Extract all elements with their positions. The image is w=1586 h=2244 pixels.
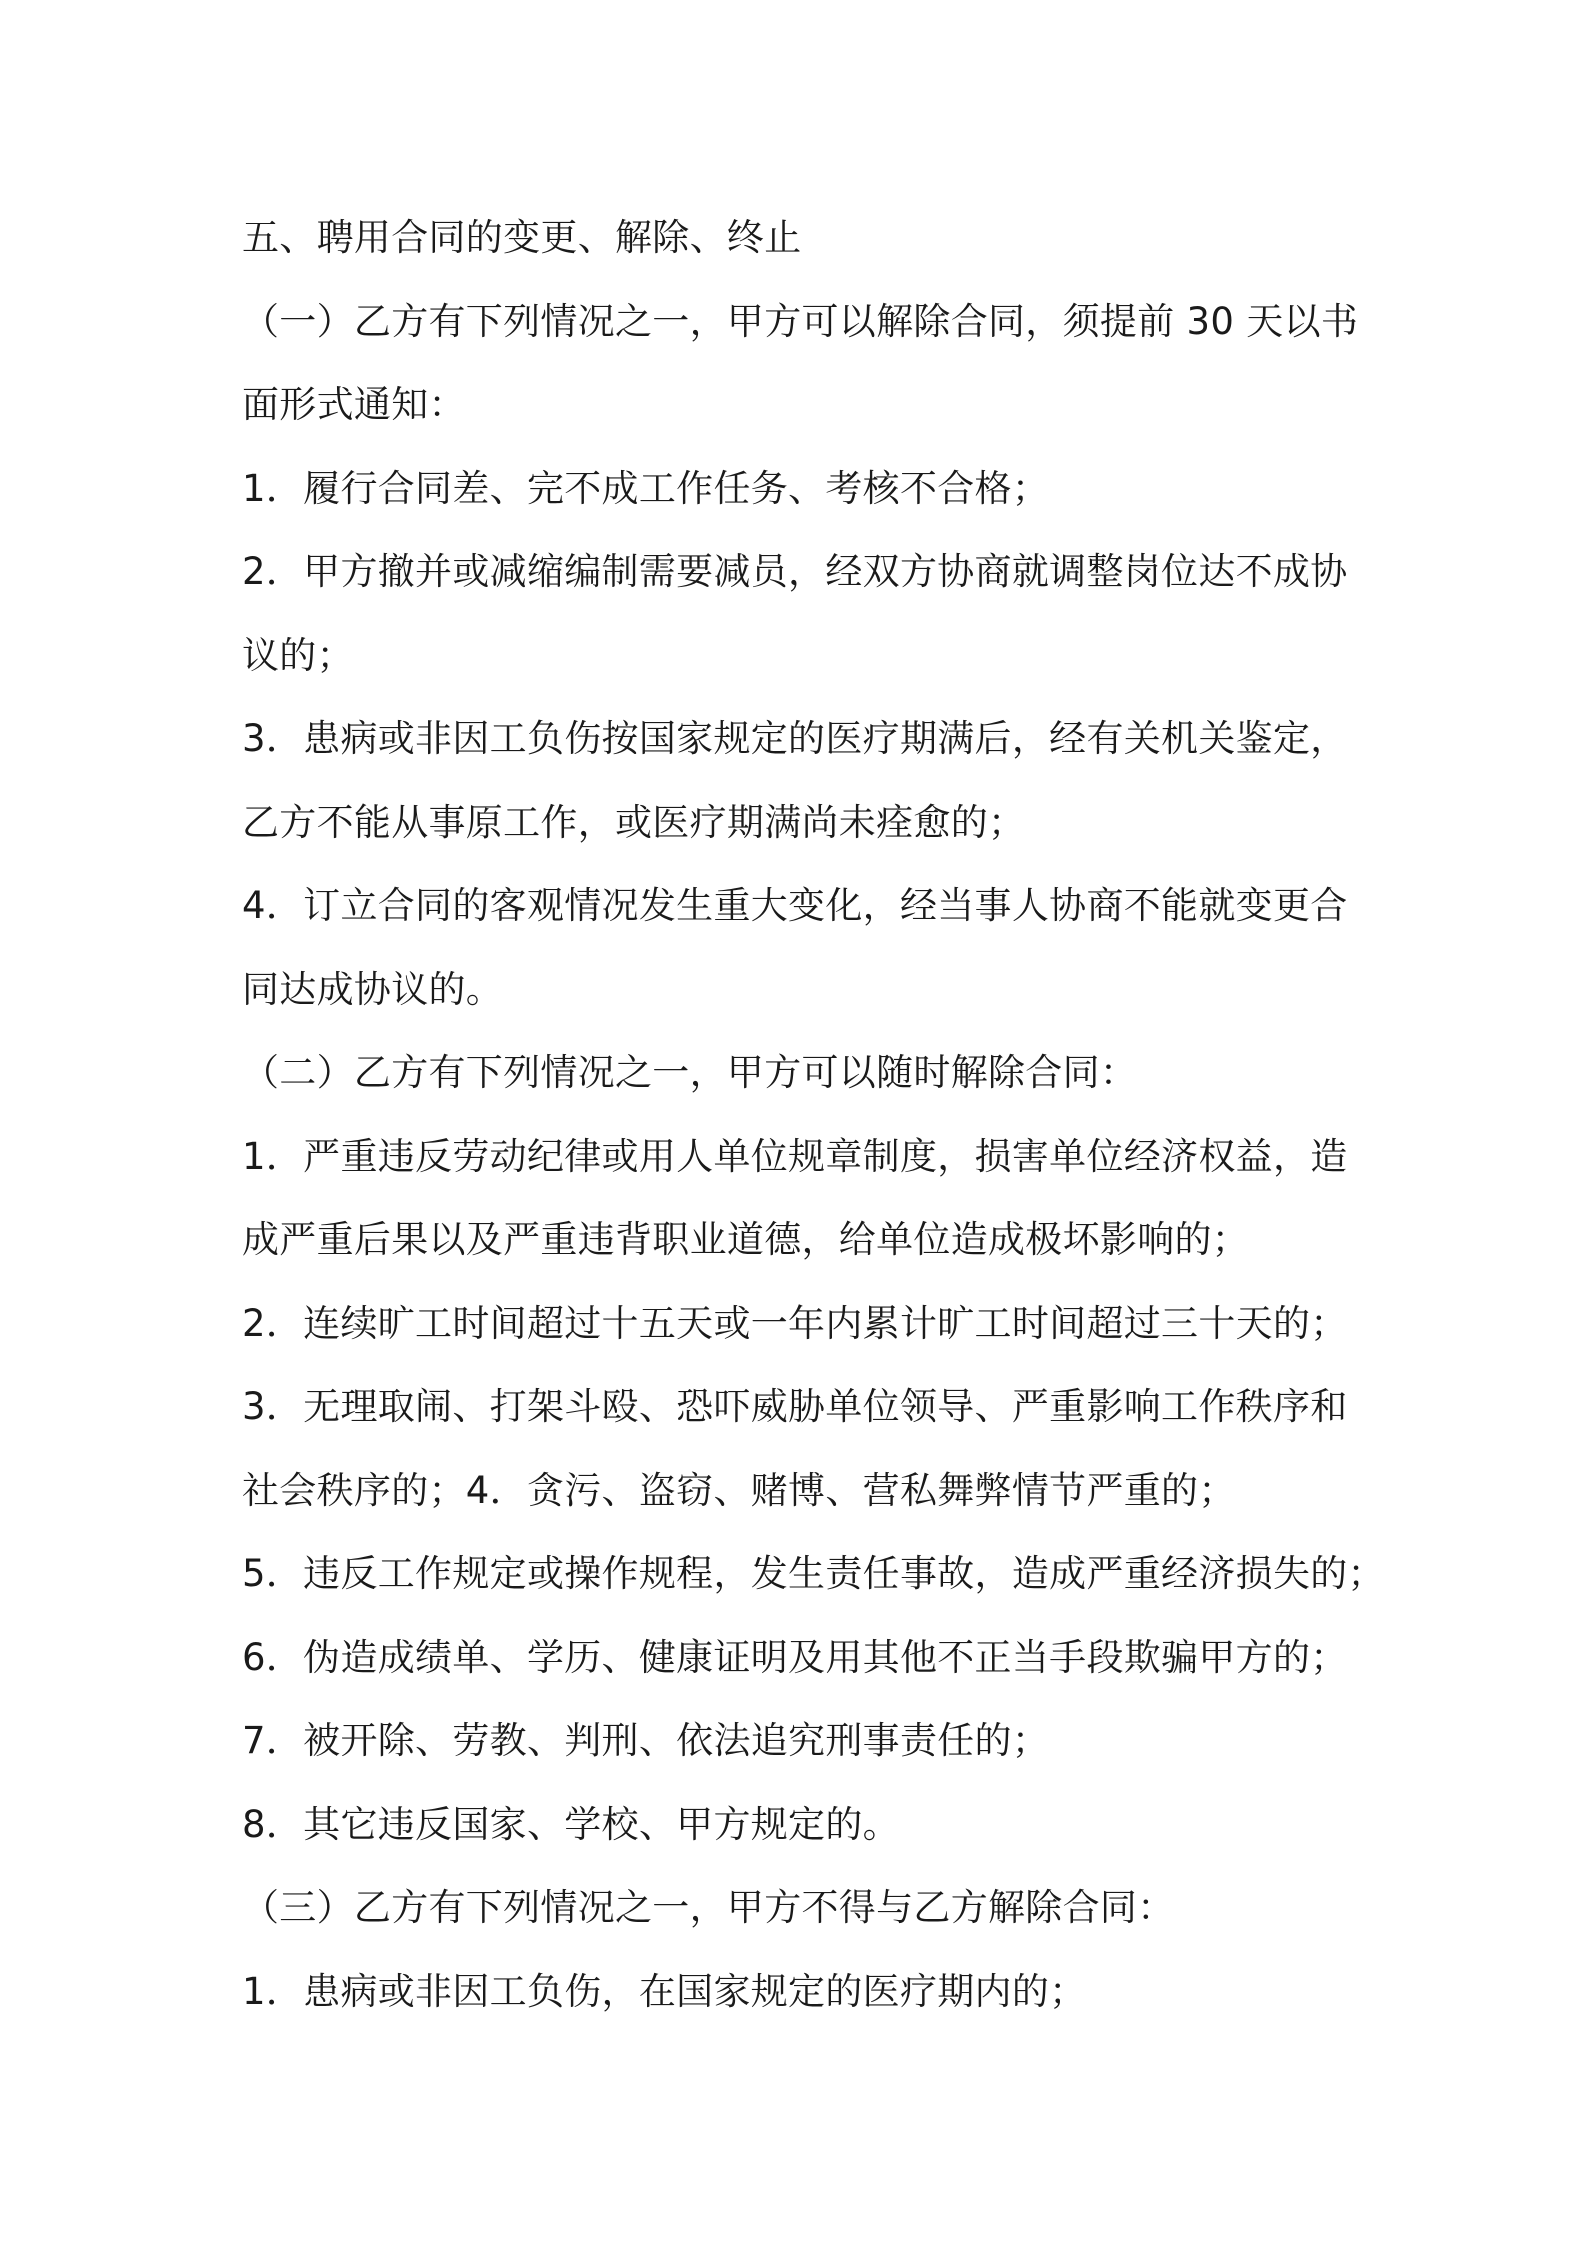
section-heading: 五、聘用合同的变更、解除、终止	[242, 216, 802, 259]
text-line: 面形式通知：	[242, 383, 466, 426]
text-line: 3．患病或非因工负伤按国家规定的医疗期满后，经有关机关鉴定，	[242, 717, 1348, 760]
text-line: 8．其它违反国家、学校、甲方规定的。	[242, 1802, 900, 1846]
text-line: 5．违反工作规定或操作规程，发生责任事故，造成严重经济损失的；	[242, 1552, 1385, 1595]
text-line: 2．连续旷工时间超过十五天或一年内累计旷工时间超过三十天的；	[242, 1301, 1348, 1345]
text-line: 成严重后果以及严重违背职业道德，给单位造成极坏影响的；	[242, 1218, 1250, 1261]
text-line: 1．患病或非因工负伤，在国家规定的医疗期内的；	[242, 1969, 1087, 2013]
text-line: （二）乙方有下列情况之一，甲方可以随时解除合同：	[242, 1051, 1138, 1094]
text-line: 议的；	[242, 633, 354, 677]
document-body	[242, 196, 1385, 2033]
text-line: 同达成协议的。	[242, 967, 504, 1011]
text-line: 1．严重违反劳动纪律或用人单位规章制度，损害单位经济权益，造	[242, 1134, 1348, 1178]
text-line: 2．甲方撤并或减缩编制需要减员，经双方协商就调整岗位达不成协	[242, 550, 1348, 593]
text-line: 7．被开除、劳教、判刑、依法追究刑事责任的；	[242, 1719, 1050, 1762]
text-line: （三）乙方有下列情况之一，甲方不得与乙方解除合同：	[242, 1886, 1175, 1929]
text-line: 社会秩序的；4．贪污、盗窃、赌博、营私舞弊情节严重的；	[242, 1468, 1236, 1512]
text-line: 乙方不能从事原工作，或医疗期满尚未痊愈的；	[242, 800, 1026, 844]
text-line: 1．履行合同差、完不成工作任务、考核不合格；	[242, 466, 1050, 510]
text-line: （一）乙方有下列情况之一，甲方可以解除合同，须提前 30 天以书	[242, 299, 1359, 343]
text-line: 4．订立合同的客观情况发生重大变化，经当事人协商不能就变更合	[242, 884, 1348, 927]
text-line: 6．伪造成绩单、学历、健康证明及用其他不正当手段欺骗甲方的；	[242, 1635, 1348, 1679]
text-line: 3．无理取闹、打架斗殴、恐吓威胁单位领导、严重影响工作秩序和	[242, 1385, 1348, 1428]
